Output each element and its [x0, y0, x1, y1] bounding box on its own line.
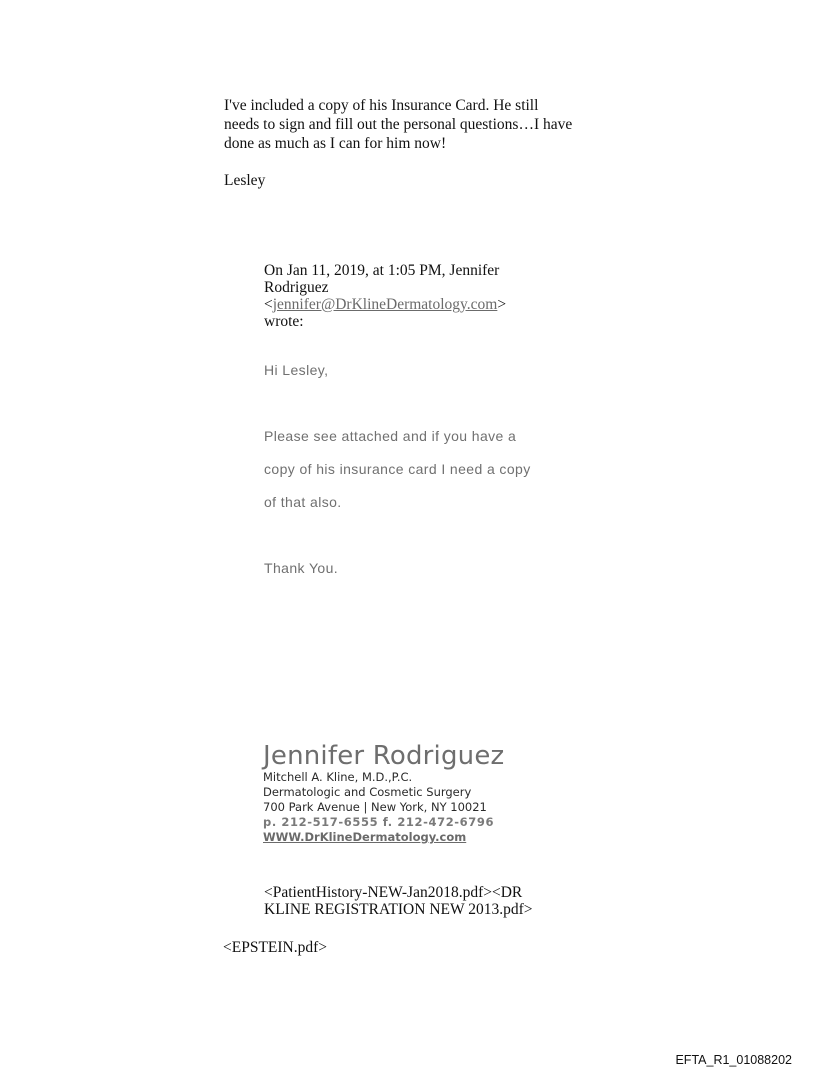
sender-email-link[interactable]: jennifer@DrKlineDermatology.com: [272, 296, 498, 313]
signature-name: Jennifer Rodriguez: [263, 741, 505, 771]
signature-phones: p. 212-517-6555 f. 212-472-6796: [263, 815, 495, 829]
quoted-greeting: Hi Lesley,: [264, 362, 329, 378]
signature-website-link[interactable]: WWW.DrKlineDermatology.com: [263, 830, 467, 844]
attachment-item: <EPSTEIN.pdf>: [223, 939, 328, 956]
signature-practice: Mitchell A. Kline, M.D.,P.C.: [263, 770, 413, 784]
quoted-header-prefix: On Jan 11, 2019, at 1:05 PM, Jennifer Rodriguez <: [264, 262, 500, 313]
reply-text: I've included a copy of his Insurance Card. He still needs to sign and fill out the personal questions…I have done as much as I can for him now!: [224, 97, 573, 152]
attachment-list: <PatientHistory-NEW-Jan2018.pdf><DR KLINE REGISTRATION NEW 2013.pdf>: [264, 884, 533, 918]
signature-address: 700 Park Avenue | New York, NY 10021: [263, 800, 487, 814]
quoted-closing: Thank You.: [264, 560, 339, 576]
quoted-body-line: Please see attached and if you have a: [264, 428, 517, 444]
quoted-header: [264, 262, 524, 330]
email-signature: [263, 742, 504, 845]
reply-signoff: Lesley: [224, 172, 266, 189]
signature-specialty: Dermatologic and Cosmetic Surgery: [263, 785, 472, 799]
quoted-body-line: copy of his insurance card I need a copy: [264, 461, 531, 477]
quoted-body-line: of that also.: [264, 494, 342, 510]
bates-number: EFTA_R1_01088202: [675, 1053, 792, 1067]
reply-body: [224, 96, 594, 153]
quoted-header-suffix: > wrote:: [264, 296, 507, 330]
